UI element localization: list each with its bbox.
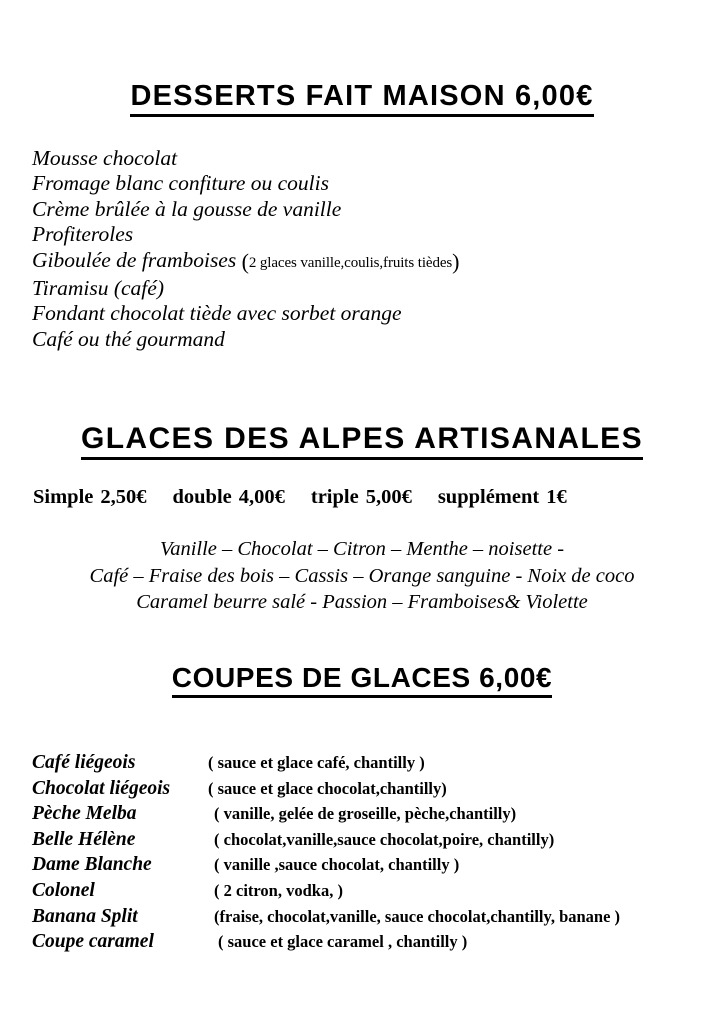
dessert-name: Café ou thé gourmand (32, 326, 225, 351)
list-item (32, 222, 692, 247)
price-label-supplement: supplément (437, 486, 540, 508)
list-item (32, 301, 692, 326)
coupe-description: ( sauce et glace chocolat,chantilly) (208, 778, 447, 798)
list-item (32, 776, 708, 802)
coupe-name: Pèche Melba (32, 803, 137, 825)
list-item (32, 929, 708, 955)
price-label-triple: triple (310, 486, 359, 508)
coupe-name: Colonel (32, 879, 95, 901)
flavour-list (0, 536, 724, 616)
price-value-supplement: 1€ (546, 486, 567, 508)
dessert-name: Fromage blanc confiture ou coulis (32, 171, 329, 196)
list-item (32, 801, 708, 827)
section-heading-desserts-text: DESSERTS FAIT MAISON 6,00€ (130, 82, 593, 117)
dessert-note (241, 248, 460, 274)
list-item (32, 904, 708, 930)
coupe-name: Belle Hélène (32, 828, 136, 850)
price-label-simple: Simple (33, 486, 94, 508)
dessert-name: Crème brûlée à la gousse de vanille (32, 196, 342, 221)
price-value-double: 4,00€ (238, 486, 285, 508)
coupe-description: ( vanille ,sauce chocolat, chantilly ) (214, 855, 460, 875)
list-item (32, 750, 708, 776)
flavour-line: Café – Fraise des bois – Cassis – Orange sanguine - Noix de coco (89, 564, 635, 587)
list-item (32, 146, 692, 171)
coupe-description: ( chocolat,vanille,sauce chocolat,poire, chantilly) (214, 829, 555, 849)
list-item (32, 171, 692, 196)
dessert-name: Giboulée de framboises (32, 247, 242, 272)
coupe-name: Café liégeois (32, 752, 136, 773)
coupe-description: ( vanille, gelée de groseille, pèche,chantilly) (214, 804, 517, 824)
section-heading-coupes (0, 664, 724, 698)
coupe-description: ( sauce et glace café, chantilly ) (208, 753, 425, 772)
dessert-list (32, 146, 692, 352)
paren-close: ) (452, 248, 460, 274)
coupe-name: Banana Split (32, 905, 138, 927)
coupe-description: ( sauce et glace caramel , chantilly ) (218, 932, 468, 952)
glaces-price-line (33, 486, 693, 509)
flavour-line: Caramel beurre salé - Passion – Framboises& Violette (136, 591, 588, 613)
dessert-note-text: 2 glaces vanille,coulis,fruits tièdes (248, 254, 453, 271)
list-item (32, 327, 692, 352)
list-item (32, 827, 708, 853)
dessert-name: Mousse chocolat (32, 146, 178, 170)
paren-open: ( (241, 248, 249, 274)
price-label-double: double (172, 486, 232, 508)
section-heading-glaces-text: GLACES DES ALPES ARTISANALES (81, 424, 643, 460)
list-item (32, 197, 692, 222)
coupes-list (32, 750, 708, 955)
section-heading-glaces (0, 424, 724, 460)
list-item (32, 248, 692, 276)
coupe-name: Dame Blanche (32, 854, 152, 876)
coupe-description: (fraise, chocolat,vanille, sauce chocolat,chantilly, banane ) (214, 906, 621, 926)
price-value-simple: 2,50€ (100, 486, 147, 508)
flavour-line: Vanille – Chocolat – Citron – Menthe – noisette - (159, 538, 565, 560)
price-value-triple: 5,00€ (365, 486, 412, 508)
section-heading-coupes-text: COUPES DE GLACES 6,00€ (172, 664, 552, 698)
coupe-description: ( 2 citron, vodka, ) (214, 880, 343, 900)
dessert-name: Profiteroles (32, 222, 134, 247)
dessert-name: Tiramisu (café) (32, 276, 164, 301)
coupe-name: Chocolat liégeois (32, 777, 171, 799)
dessert-name: Fondant chocolat tiède avec sorbet orange (32, 301, 402, 326)
list-item (32, 852, 708, 878)
list-item (32, 276, 692, 301)
section-heading-desserts (0, 82, 724, 117)
coupe-name: Coupe caramel (32, 931, 154, 953)
list-item (32, 878, 708, 904)
